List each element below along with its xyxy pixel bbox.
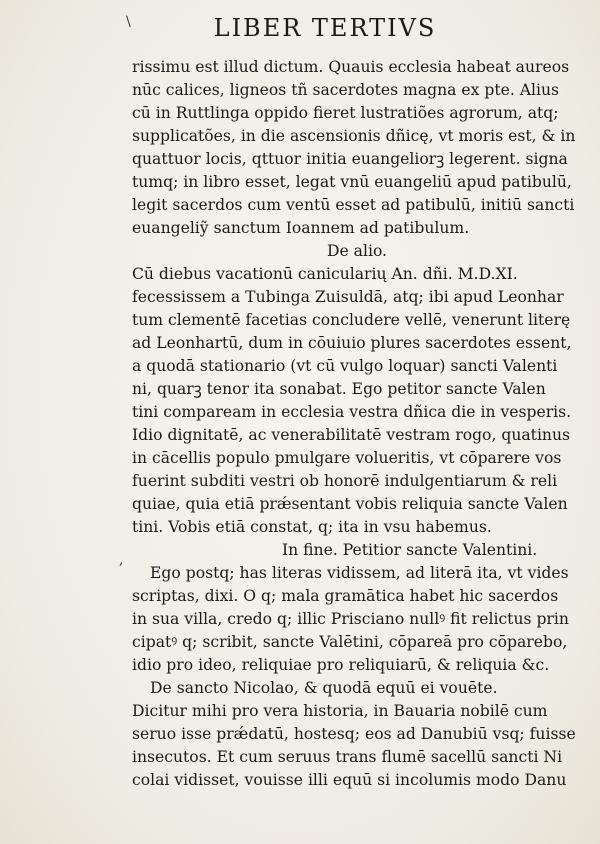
text-line: Idio dignitatē, ac venerabilitatē vestram rogo, quatinus — [132, 426, 571, 444]
text-line: fuerint subditi vestri ob honorē indulgentiarum & reli — [132, 472, 558, 490]
body-text — [132, 56, 582, 792]
text-line: quattuor locis, qttuor initia euangeliorꝫ legerent. signa — [132, 150, 568, 168]
text-line: tini. Vobis etiā constat, q; ita in vsu habemus. — [132, 518, 492, 536]
text-line: Cū diebus vacationū canicularių An. dñi. M.D.XI. — [132, 265, 518, 283]
text-line: colai vidisset, vouisse illi equū si incolumis modo Danu — [132, 771, 567, 789]
text-line: rissimu est illud dictum. Quauis ecclesia habeat aureos — [132, 58, 570, 76]
text-line: fecessissem a Tubinga Zuisuldā, atq; ibi apud Leonhar — [132, 288, 564, 306]
text-line: Ego postq; has literas vidissem, ad literā ita, vt vides — [150, 564, 569, 582]
text-line: seruo isse prǽdatū, hostesq; eos ad Danubiū vsq; fuisse — [132, 725, 576, 743]
text-line: in sua villa, credo q; illic Prisciano nullꝰ fit relictus prin — [132, 610, 569, 628]
section-heading: In fine. Petitior sancte Valentini. — [282, 541, 538, 559]
text-line: legit sacerdos cum ventū esset ad patibulū, initiū sancti — [132, 196, 575, 214]
text-line: quiae, quia etiā prǽsentant vobis reliquia sancte Valen — [132, 495, 568, 513]
margin-mark: , — [119, 552, 124, 568]
section-heading: De alio. — [326, 242, 388, 260]
text-line: cū in Ruttlinga oppido fieret lustratiões agrorum, atq; — [132, 104, 559, 122]
text-line: Dicitur mihi pro vera historia, in Bauaria nobilē cum — [132, 702, 548, 720]
margin-mark: \ — [126, 14, 131, 30]
text-line: euangeliỹ sanctum Ioannem ad patibulum. — [132, 219, 470, 237]
text-line: nūc calices, ligneos tñ sacerdotes magna ex pte. Alius — [132, 81, 560, 99]
text-line: tum clementē facetias concludere vellē, venerunt literę — [132, 311, 571, 329]
section-heading: De sancto Nicolao, & quodā equū ei vouēte. — [150, 679, 498, 697]
text-line: insecutos. Et cum seruus trans flumē sacellū sancti Ni — [132, 748, 563, 766]
text-line: scriptas, dixi. O q; mala gramātica habet hic sacerdos — [132, 587, 559, 605]
text-line: in cācellis populo pmulgare volueritis, vt cōparere vos — [132, 449, 562, 467]
text-line: cipatꝰ q; scribit, sancte Valētini, cōpareā pro cōparebo, — [132, 633, 568, 651]
text-line: a quodā stationario (vt cū vulgo loquar) sancti Valenti — [132, 357, 558, 375]
text-line: supplicatões, in die ascensionis dñicę, vt moris est, & in — [132, 127, 576, 145]
running-header: LIBER TERTIVS — [213, 14, 437, 42]
text-line: ad Leonhartū, dum in cōuiuio plures sacerdotes essent, — [132, 334, 572, 352]
text-line: tumq; in libro esset, legat vnū euangeliū apud patibulū, — [132, 173, 572, 191]
text-line: tini compaream in ecclesia vestra dñica die in vesperis. — [132, 403, 572, 421]
text-line: ni, quarꝫ tenor ita sonabat. Ego petitor sancte Valen — [132, 380, 546, 398]
text-line: idio pro ideo, reliquiae pro reliquiarū, & reliquia &c. — [132, 656, 550, 674]
